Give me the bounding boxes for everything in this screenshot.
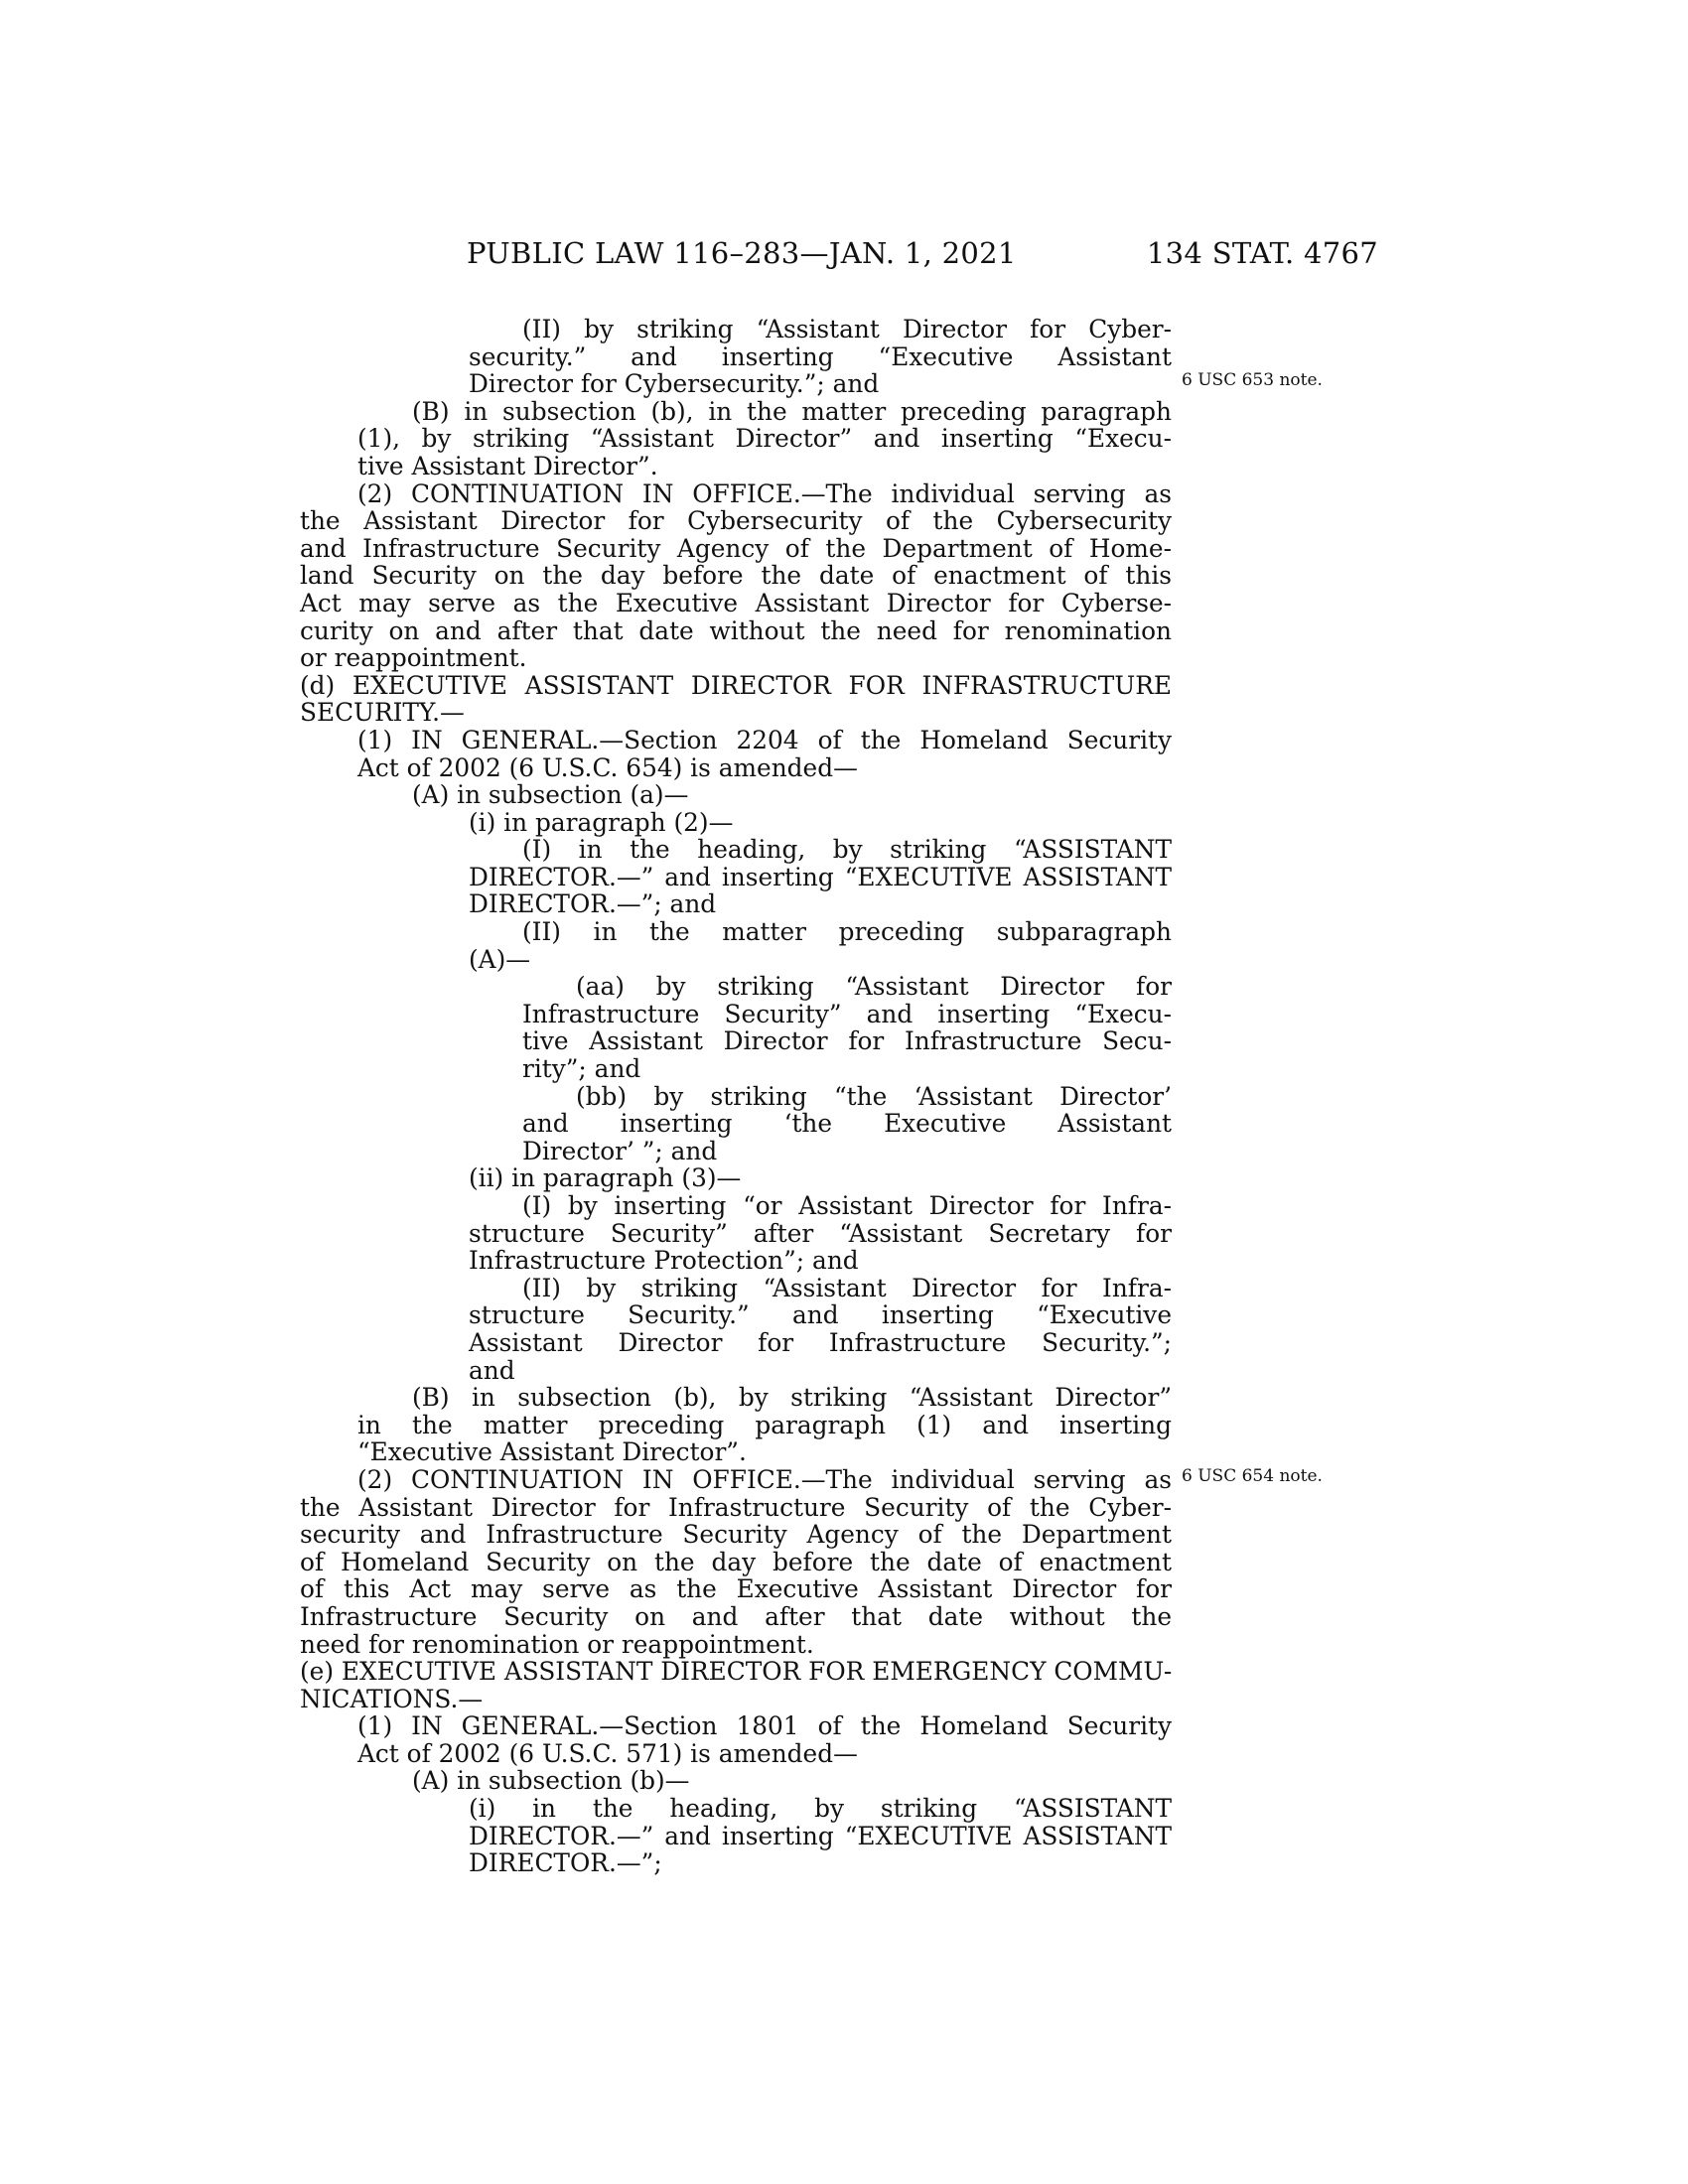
text-line-content: (ii) in paragraph (3)—: [469, 1163, 742, 1193]
text-line-content: rity”; and: [522, 1054, 641, 1084]
text-line-content: of this Act may serve as the Executive Assistant Director for: [300, 1574, 1172, 1604]
text-line: [300, 727, 1172, 754]
text-line: [300, 1712, 1172, 1740]
text-line: [300, 1767, 1172, 1795]
text-line-content: (A)—: [469, 944, 531, 974]
text-line-content: (II) by striking “Assistant Director for Cyber-: [522, 315, 1172, 343]
text-line: [300, 1849, 1172, 1877]
text-line: [300, 1083, 1172, 1111]
text-line: [300, 453, 1172, 480]
text-line-content: the Assistant Director for Infrastructure Security of the Cyber-: [300, 1492, 1172, 1522]
text-line: [300, 1549, 1172, 1576]
text-line-content: and inserting ‘the Executive Assistant: [522, 1109, 1172, 1139]
text-line: [300, 425, 1172, 453]
text-line-content: Infrastructure Security on and after that date without the: [300, 1601, 1172, 1631]
text-line: [300, 316, 1172, 343]
text-line: [300, 836, 1172, 864]
text-line: [300, 370, 1172, 398]
text-line-content: and: [469, 1355, 515, 1385]
text-line: [300, 480, 1172, 508]
text-line-content: Assistant Director for Infrastructure Security.”;: [469, 1327, 1172, 1357]
text-line-content: (i) in the heading, by striking “ASSISTANT: [469, 1794, 1172, 1824]
text-line-content: (A) in subsection (b)—: [412, 1766, 690, 1796]
text-line: [300, 1055, 1172, 1083]
margin-note-usc-653: 6 USC 653 note.: [1182, 370, 1323, 390]
text-line: [300, 1438, 1172, 1466]
text-line: [300, 1575, 1172, 1603]
text-line: [300, 1740, 1172, 1768]
text-line: [300, 672, 1172, 700]
text-line: [300, 864, 1172, 891]
text-line: [300, 1027, 1172, 1055]
text-line-content: of Homeland Security on the day before the date of enactment: [300, 1547, 1172, 1576]
text-line: [300, 1138, 1172, 1165]
text-line: [300, 1631, 1172, 1659]
text-line: [300, 343, 1172, 371]
text-line: [300, 1275, 1172, 1302]
text-line: [300, 918, 1172, 946]
text-line-content: SECURITY.—: [300, 698, 465, 728]
text-line-content: NICATIONS.—: [300, 1684, 484, 1713]
text-line: [300, 617, 1172, 645]
text-line-content: tive Assistant Director for Infrastructure Secu-: [522, 1026, 1172, 1056]
text-line: [300, 562, 1172, 590]
text-line: [300, 1412, 1172, 1439]
text-line-content: DIRECTOR.—” and inserting “EXECUTIVE ASSISTANT: [469, 862, 1172, 891]
text-line: [300, 1357, 1172, 1385]
text-line: [300, 507, 1172, 535]
text-line-content: (bb) by striking “the ‘Assistant Director’: [576, 1081, 1172, 1111]
text-line-content: Infrastructure Security” and inserting “Execu-: [522, 999, 1172, 1028]
text-line-content: Act of 2002 (6 U.S.C. 654) is amended—: [357, 752, 858, 782]
text-line: [300, 1686, 1172, 1713]
text-line-content: Act may serve as the Executive Assistant Director for Cyberse-: [300, 588, 1172, 617]
text-line-content: Act of 2002 (6 U.S.C. 571) is amended—: [357, 1738, 858, 1768]
text-line-content: (d) EXECUTIVE ASSISTANT DIRECTOR FOR INFRASTRUCTURE: [300, 670, 1172, 700]
text-line-content: Director for Cybersecurity.”; and: [469, 369, 880, 399]
text-line: [300, 1466, 1172, 1494]
text-line-content: (I) in the heading, by striking “ASSISTANT: [522, 835, 1172, 865]
text-line-content: (2) CONTINUATION IN OFFICE.—The individual serving as: [357, 1464, 1172, 1494]
text-line-content: (e) EXECUTIVE ASSISTANT DIRECTOR FOR EMERGENCY COMMU-: [300, 1657, 1173, 1687]
text-line: [300, 1658, 1172, 1686]
law-text-body: [300, 316, 1172, 1877]
text-line-content: (1) IN GENERAL.—Section 1801 of the Homeland Security: [357, 1711, 1172, 1741]
text-line-content: (II) in the matter preceding subparagraph: [522, 917, 1172, 947]
text-line: [300, 1001, 1172, 1028]
text-line-content: and Infrastructure Security Agency of the Department of Home-: [300, 533, 1172, 563]
text-line-content: curity on and after that date without the need for renomination: [300, 615, 1172, 645]
page-header: [0, 236, 1688, 296]
text-line-content: or reappointment.: [300, 643, 527, 673]
text-line-content: (i) in paragraph (2)—: [469, 807, 734, 837]
text-line-content: (II) by striking “Assistant Director for Infra-: [522, 1273, 1172, 1302]
text-line-content: need for renomination or reappointment.: [300, 1629, 814, 1659]
text-line-content: structure Security” after “Assistant Secretary for: [469, 1218, 1172, 1248]
text-line-content: DIRECTOR.—”; and: [469, 889, 717, 919]
text-line: [300, 1795, 1172, 1823]
text-line-content: (1), by striking “Assistant Director” and inserting “Execu-: [357, 424, 1172, 454]
text-line: [300, 535, 1172, 563]
text-line: [300, 590, 1172, 617]
statute-page-number: 134 STAT. 4767: [1146, 236, 1378, 270]
text-line: [300, 809, 1172, 837]
text-line-content: (B) in subsection (b), by striking “Assistant Director”: [412, 1383, 1172, 1413]
text-line: [300, 398, 1172, 426]
text-line-content: the Assistant Director for Cybersecurity of the Cybersecurity: [300, 506, 1172, 536]
text-line-content: security.” and inserting “Executive Assistant: [469, 341, 1172, 371]
text-line: [300, 1823, 1172, 1850]
text-line: [300, 1494, 1172, 1522]
text-line: [300, 1220, 1172, 1248]
margin-note-usc-654: 6 USC 654 note.: [1182, 1466, 1323, 1486]
text-line-content: (I) by inserting “or Assistant Director for Infra-: [522, 1191, 1172, 1220]
text-line: [300, 699, 1172, 727]
text-line-content: Infrastructure Protection”; and: [469, 1246, 859, 1276]
text-line-content: in the matter preceding paragraph (1) and inserting: [357, 1410, 1172, 1439]
text-line: [300, 644, 1172, 672]
text-line-content: structure Security.” and inserting “Executive: [469, 1300, 1172, 1330]
text-line: [300, 890, 1172, 918]
text-line-content: “Executive Assistant Director”.: [357, 1437, 747, 1467]
text-line: [300, 1521, 1172, 1549]
text-line: [300, 754, 1172, 782]
text-line: [300, 1247, 1172, 1275]
running-head-title: PUBLIC LAW 116–283—JAN. 1, 2021: [467, 236, 1017, 270]
text-line: [300, 781, 1172, 809]
text-line-content: (aa) by striking “Assistant Director for: [576, 972, 1172, 1002]
text-line: [300, 1192, 1172, 1220]
text-line-content: (1) IN GENERAL.—Section 2204 of the Homeland Security: [357, 725, 1172, 754]
text-line-content: DIRECTOR.—”;: [469, 1848, 662, 1878]
text-line-content: security and Infrastructure Security Agency of the Department: [300, 1520, 1172, 1550]
text-line-content: tive Assistant Director”.: [357, 451, 658, 480]
text-line-content: DIRECTOR.—” and inserting “EXECUTIVE ASSISTANT: [469, 1821, 1172, 1850]
text-line: [300, 946, 1172, 974]
text-line: [300, 1329, 1172, 1357]
text-line: [300, 1164, 1172, 1192]
text-line-content: (A) in subsection (a)—: [412, 780, 689, 810]
text-line: [300, 973, 1172, 1001]
text-line: [300, 1110, 1172, 1138]
text-line-content: (B) in subsection (b), in the matter preceding paragraph: [412, 396, 1172, 426]
text-line-content: Director’ ”; and: [522, 1136, 718, 1165]
text-line: [300, 1384, 1172, 1412]
text-line-content: land Security on the day before the date of enactment of this: [300, 561, 1172, 591]
text-line: [300, 1603, 1172, 1631]
text-line: [300, 1301, 1172, 1329]
text-line-content: (2) CONTINUATION IN OFFICE.—The individual serving as: [357, 478, 1172, 508]
